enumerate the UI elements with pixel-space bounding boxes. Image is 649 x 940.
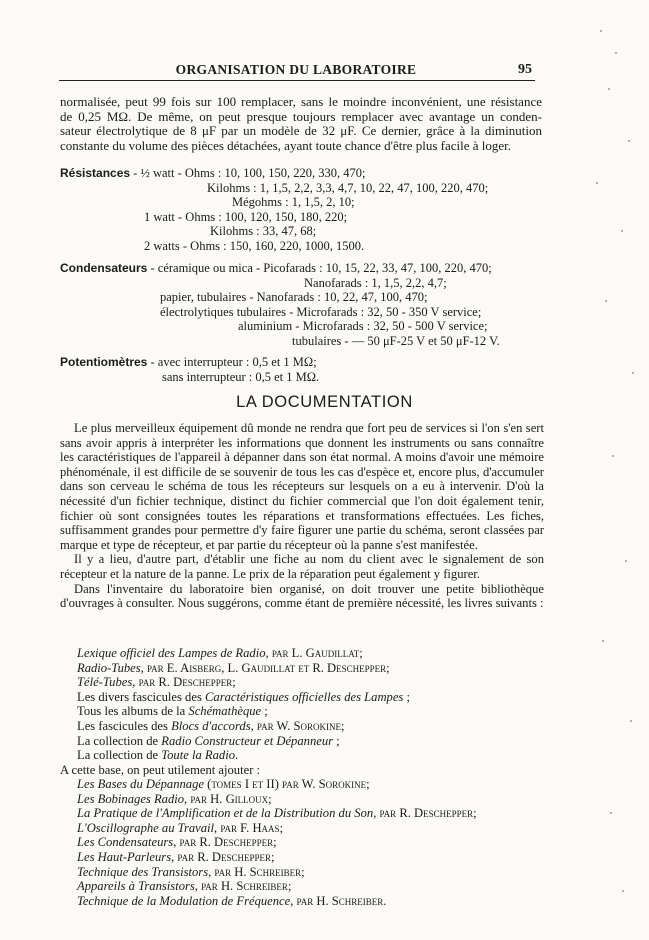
condensateurs-label: Condensateurs <box>60 261 148 275</box>
spec-values: - avec interrupteur : 0,5 et 1 MΩ; <box>150 355 317 369</box>
book-item <box>77 646 363 661</box>
book-author: , par R. Deschepper; <box>373 806 477 821</box>
book-item <box>77 879 291 894</box>
books-intro: A cette base, on peut utilement ajouter : <box>60 762 261 777</box>
book-item <box>77 850 275 865</box>
book-title: Radio-Tubes <box>77 660 141 675</box>
spec-row: Mégohms : 1, 1,5, 2, 10; <box>232 195 355 210</box>
paper-speck <box>605 300 607 302</box>
book-title: Lexique officiel des Lampes de Radio <box>77 646 266 660</box>
book-suffix: ; <box>403 689 410 704</box>
book-title: Les Bobinages Radio <box>77 791 185 806</box>
book-item <box>77 704 268 719</box>
paper-speck <box>628 140 630 142</box>
spec-row: 1 watt - Ohms : 100, 120, 150, 180, 220; <box>144 209 348 224</box>
section-title: LA DOCUMENTATION <box>236 393 413 411</box>
paper-speck <box>600 30 602 32</box>
book-item <box>77 748 238 763</box>
book-prefix: Tous les albums de la <box>77 704 189 719</box>
book-prefix: Les divers fascicules des <box>77 689 205 704</box>
book-item <box>77 806 477 821</box>
book-author: , par H. Schreiber. <box>290 893 387 908</box>
book-title: Blocs d'accords <box>171 719 251 733</box>
book-title: Les Haut-Parleurs <box>77 850 172 864</box>
book-item <box>77 821 283 836</box>
book-author: (tomes I et II) par W. Sorokine; <box>203 777 370 791</box>
spec-row: papier, tubulaires - Nanofarads : 10, 22, 47, 100, 470; <box>160 290 428 305</box>
paragraph: Il y a lieu, d'autre part, d'établir une fiche au nom du client avec le signalement de son récepteur et la nature de la panne. Le prix de la réparation peut également y figurer. <box>60 552 544 581</box>
book-title: Radio Constructeur et Dépanneur <box>161 733 334 748</box>
book-title: Schémathèque <box>188 704 262 719</box>
book-title: Les Condensateurs <box>77 835 174 850</box>
page-number: 95 <box>518 62 532 77</box>
book-item <box>77 661 390 676</box>
book-title: Toute la Radio <box>161 748 235 763</box>
spec-row: 2 watts - Ohms : 150, 160, 220, 1000, 1500. <box>144 239 365 253</box>
spec-row <box>60 166 365 180</box>
book-title: La Pratique de l'Amplification et de la Distribution du Son <box>77 806 374 821</box>
book-author: , par H. Schreiber; <box>194 879 292 894</box>
paragraph: Dans l'inventaire du laboratoire bien organisé, on doit trouver une petite bibliothèque d'ouvrages à consulter. Nous suggérons, comme étant de première nécessité, les livres suivants : <box>60 581 544 611</box>
header-rule <box>59 80 535 81</box>
paper-speck <box>610 812 612 814</box>
book-item <box>77 719 345 734</box>
book-item <box>77 865 305 880</box>
book-suffix: ; <box>333 733 340 748</box>
book-item <box>77 675 236 690</box>
book-author: , par F. Haas; <box>214 820 284 835</box>
book-title: L'Oscillographe au Travail <box>77 820 215 835</box>
spec-row: sans interrupteur : 0,5 et 1 MΩ. <box>162 369 320 384</box>
paper-speck <box>625 560 627 562</box>
book-author: , par H. Schreiber; <box>208 864 305 879</box>
spec-row <box>60 355 317 369</box>
spec-values: - céramique ou mica - Picofarads : 10, 15, 22, 33, 47, 100, 220, 470; <box>150 261 492 275</box>
running-header: ORGANISATION DU LABORATOIRE <box>175 62 417 77</box>
paper-speck <box>612 455 614 457</box>
book-author: , par R. Deschepper; <box>132 675 236 690</box>
book-item <box>77 777 370 792</box>
book-author: , par R. Deschepper; <box>173 835 277 850</box>
book-author: , par W. Sorokine; <box>250 719 345 733</box>
book-item <box>77 894 386 909</box>
book-title: Technique des Transistors <box>77 864 209 879</box>
book-prefix: Les fascicules des <box>77 719 172 733</box>
book-prefix: La collection de <box>77 748 162 763</box>
spec-row: Kilohms : 33, 47, 68; <box>210 224 317 239</box>
paper-speck <box>621 230 623 232</box>
book-author: , par E. Aisberg, L. Gaudillat et R. Deschepper; <box>140 660 390 675</box>
spec-row: aluminium - Microfarads : 32, 50 - 500 V service; <box>238 319 488 334</box>
intro-line: constante du volume des pièces détachées, ayant toute chance d'être plus facile à loger. <box>60 137 512 153</box>
book-author: , par L. Gaudillat; <box>265 646 363 660</box>
book-item <box>77 690 410 705</box>
spec-row: Nanofarads : 1, 1,5, 2,2, 4,7; <box>304 275 447 290</box>
resistances-label: Résistances <box>60 166 131 180</box>
book-prefix: La collection de <box>77 733 162 748</box>
spec-row: tubulaires - — 50 μF-25 V et 50 μF-12 V. <box>292 334 500 348</box>
paragraph: Le plus merveilleux équipement dû monde ne rendra que fort peu de services si l'on s'en sert sans avoir appris à interpréter les informations que donnent les instruments ou sans connaître les caractéristiques de l'appareil à dépanner dans son état normal. A moins d'avoir une mémoire phénoménale, il est difficile de se souvenir de tous les cas d'espèce et, encore plus, d'accumuler dans son cerveau le schéma de tous les récepteurs sur lesquels on a eu à intervenir. D'où la nécessité d'un fichier technique, distinct du fichier commercial que l'on doit également tenir, fichier où sont consignées toutes les réparations et transformations effectuées. Les fiches, suffisamment grandes pour permettre d'y faire figurer une partie du schéma, seront classées par marque et type de récepteur, et par partie du récepteur où la panne s'est manifestée. <box>60 421 544 552</box>
documentation-text <box>60 421 544 611</box>
intro-line: sateur électrolytique de 8 μF par un modèle de 32 μF. Ce dernier, grâce à la diminution <box>60 123 542 139</box>
book-item <box>77 792 272 807</box>
book-item <box>77 734 340 749</box>
paper-speck <box>602 640 604 642</box>
paper-speck <box>632 372 634 374</box>
paper-speck <box>622 890 624 892</box>
paper-speck <box>608 88 610 90</box>
spec-row: Kilohms : 1, 1,5, 2,2, 3,3, 4,7, 10, 22, 47, 100, 220, 470; <box>207 180 489 195</box>
book-item <box>77 835 277 850</box>
spec-values: - ½ watt - Ohms : 10, 100, 150, 220, 330, 470; <box>133 166 366 180</box>
spec-row: électrolytiques tubulaires - Microfarads : 32, 50 - 350 V service; <box>160 304 482 319</box>
book-title: Télé-Tubes <box>77 675 133 690</box>
intro-line: normalisée, peut 99 fois sur 100 remplacer, sans le moindre inconvénient, une résistance <box>60 94 542 109</box>
book-title: Les Bases du Dépannage <box>77 777 204 791</box>
book-title: Appareils à Transistors <box>77 879 195 894</box>
intro-paragraph <box>60 95 542 153</box>
book-suffix: . <box>235 748 239 763</box>
paper-speck <box>615 52 617 54</box>
potentiometres-label: Potentiomètres <box>60 355 148 369</box>
intro-line: de 0,25 MΩ. De même, on peut presque toujours remplacer avec avantage un conden- <box>60 108 542 124</box>
paper-speck <box>596 182 598 184</box>
book-suffix: ; <box>261 704 268 719</box>
spec-row <box>60 261 492 275</box>
book-author: , par H. Gilloux; <box>184 791 272 806</box>
book-title: Technique de la Modulation de Fréquence <box>77 893 291 908</box>
book-author: , par R. Deschepper; <box>171 850 275 864</box>
book-title: Caractéristiques officielles des Lampes <box>205 689 404 704</box>
paper-speck <box>630 720 632 722</box>
